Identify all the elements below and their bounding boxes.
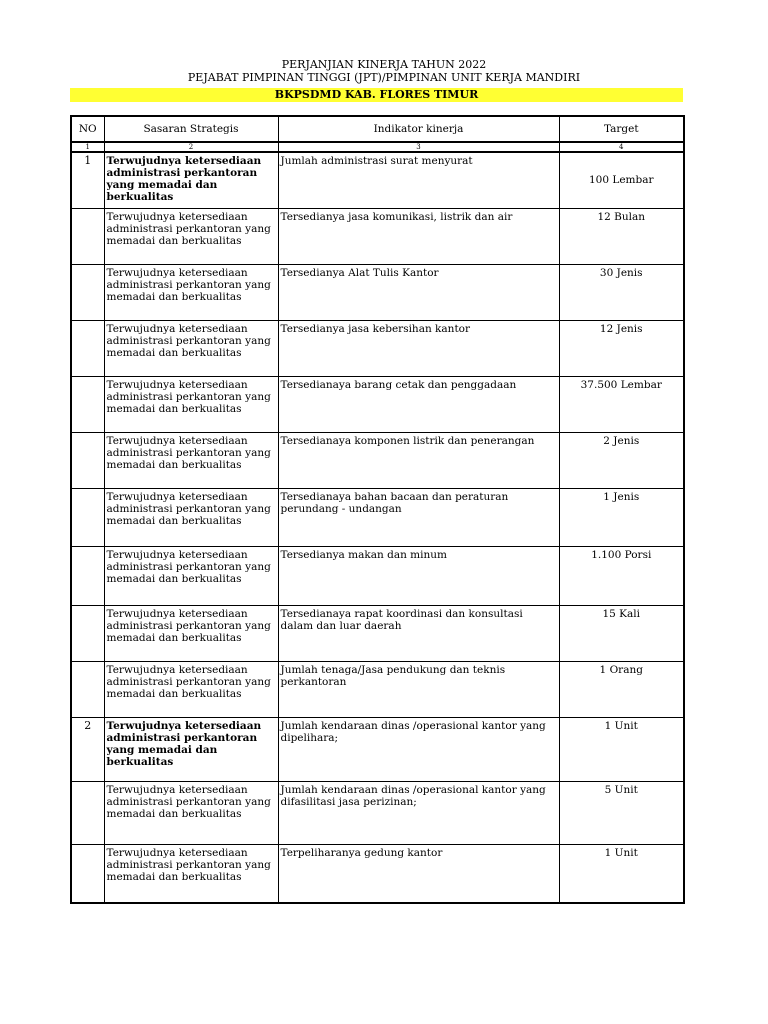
table-row <box>71 376 684 432</box>
row-target: 30 Jenis <box>559 264 684 320</box>
row-indikator: Jumlah tenaga/Jasa pendukung dan teknis perkantoran <box>278 661 559 717</box>
col-number: 2 <box>104 142 278 152</box>
row-sasaran: Terwujudnya ketersediaan administrasi perkantoran yang memadai dan berkualitas <box>104 208 278 264</box>
col-header-no: NO <box>71 116 104 142</box>
document-title: PERJANJIAN KINERJA TAHUN 2022 <box>281 58 487 71</box>
table-row <box>71 432 684 488</box>
row-no: 2 <box>71 717 104 781</box>
col-header-sasaran: Sasaran Strategis <box>104 116 278 142</box>
table-row <box>71 844 684 903</box>
row-no <box>71 546 104 605</box>
row-target: 12 Bulan <box>559 208 684 264</box>
row-no <box>71 844 104 903</box>
row-sasaran: Terwujudnya ketersediaan administrasi perkantoran yang memadai dan berkualitas <box>104 546 278 605</box>
row-indikator: Tersedianya Alat Tulis Kantor <box>278 264 559 320</box>
col-number: 1 <box>71 142 104 152</box>
row-indikator: Tersedianya jasa kebersihan kantor <box>278 320 559 376</box>
row-target: 1 Unit <box>559 717 684 781</box>
row-indikator: Tersedianaya bahan bacaan dan peraturan perundang - undangan <box>278 488 559 546</box>
table-row <box>71 152 684 208</box>
row-no <box>71 661 104 717</box>
col-number: 4 <box>559 142 684 152</box>
row-sasaran: Terwujudnya ketersediaan administrasi perkantoran yang memadai dan berkualitas <box>104 661 278 717</box>
row-target: 1.100 Porsi <box>559 546 684 605</box>
row-no: 1 <box>71 152 104 208</box>
row-target: 5 Unit <box>559 781 684 844</box>
row-indikator: Tersedianya makan dan minum <box>278 546 559 605</box>
row-sasaran: Terwujudnya ketersediaan administrasi perkantoran yang memadai dan berkualitas <box>104 781 278 844</box>
col-number: 3 <box>278 142 559 152</box>
row-sasaran: Terwujudnya ketersediaan administrasi perkantoran yang memadai dan berkualitas <box>104 717 278 781</box>
row-indikator: Tersedianya jasa komunikasi, listrik dan air <box>278 208 559 264</box>
row-sasaran: Terwujudnya ketersediaan administrasi perkantoran yang memadai dan berkualitas <box>104 152 278 208</box>
row-indikator: Jumlah kendaraan dinas /operasional kantor yang difasilitasi jasa perizinan; <box>278 781 559 844</box>
performance-table <box>70 115 685 904</box>
row-indikator: Tersedianaya barang cetak dan penggadaan <box>278 376 559 432</box>
row-no <box>71 488 104 546</box>
row-target: 12 Jenis <box>559 320 684 376</box>
row-sasaran: Terwujudnya ketersediaan administrasi perkantoran yang memadai dan berkualitas <box>104 376 278 432</box>
document-subtitle: PEJABAT PIMPINAN TINGGI (JPT)/PIMPINAN UNIT KERJA MANDIRI <box>187 71 581 84</box>
row-no <box>71 208 104 264</box>
row-sasaran: Terwujudnya ketersediaan administrasi perkantoran yang memadai dan berkualitas <box>104 432 278 488</box>
row-no <box>71 432 104 488</box>
row-no <box>71 605 104 661</box>
table-row <box>71 208 684 264</box>
table-row <box>71 546 684 605</box>
table-row <box>71 605 684 661</box>
row-indikator: Jumlah administrasi surat menyurat <box>278 152 559 208</box>
row-indikator: Jumlah kendaraan dinas /operasional kantor yang dipelihara; <box>278 717 559 781</box>
row-target: 1 Unit <box>559 844 684 903</box>
table-row <box>71 661 684 717</box>
row-sasaran: Terwujudnya ketersediaan administrasi perkantoran yang memadai dan berkualitas <box>104 844 278 903</box>
col-header-indikator: Indikator kinerja <box>278 116 559 142</box>
row-indikator: Tersedianaya rapat koordinasi dan konsultasi dalam dan luar daerah <box>278 605 559 661</box>
row-sasaran: Terwujudnya ketersediaan administrasi perkantoran yang memadai dan berkualitas <box>104 320 278 376</box>
table-row <box>71 320 684 376</box>
row-target: 15 Kali <box>559 605 684 661</box>
row-indikator: Tersedianaya komponen listrik dan penerangan <box>278 432 559 488</box>
row-no <box>71 264 104 320</box>
col-header-target: Target <box>559 116 684 142</box>
row-target: 100 Lembar <box>559 152 684 208</box>
row-target: 37.500 Lembar <box>559 376 684 432</box>
row-target: 2 Jenis <box>559 432 684 488</box>
row-target: 1 Jenis <box>559 488 684 546</box>
row-target: 1 Orang <box>559 661 684 717</box>
table-row <box>71 781 684 844</box>
organization-banner: BKPSDMD KAB. FLORES TIMUR <box>70 88 683 102</box>
table-row <box>71 717 684 781</box>
row-no <box>71 320 104 376</box>
row-no <box>71 376 104 432</box>
row-sasaran: Terwujudnya ketersediaan administrasi perkantoran yang memadai dan berkualitas <box>104 488 278 546</box>
table-row <box>71 264 684 320</box>
row-no <box>71 781 104 844</box>
row-indikator: Terpeliharanya gedung kantor <box>278 844 559 903</box>
table-row <box>71 488 684 546</box>
row-sasaran: Terwujudnya ketersediaan administrasi perkantoran yang memadai dan berkualitas <box>104 605 278 661</box>
row-sasaran: Terwujudnya ketersediaan administrasi perkantoran yang memadai dan berkualitas <box>104 264 278 320</box>
